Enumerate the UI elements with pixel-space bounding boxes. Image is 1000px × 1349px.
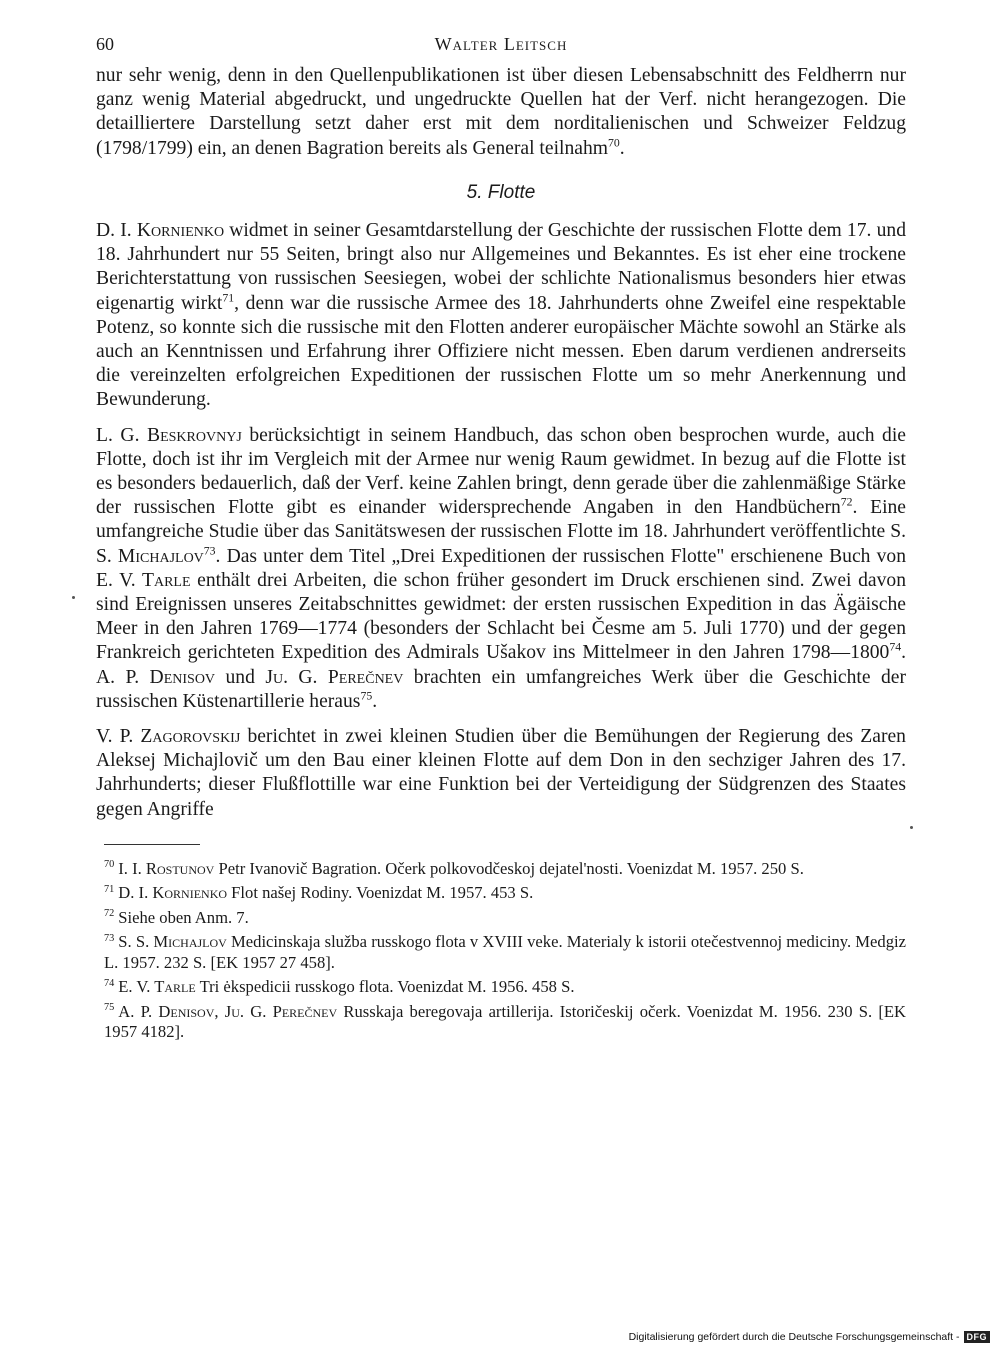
footnote-number: 74 [104, 977, 115, 989]
author-name: Ju. G. Perečnev [265, 666, 404, 688]
footnote-text: Tri ėkspedicii russkogo flota. Voenizdat M. 1956. 458 S. [195, 977, 575, 997]
footnote-author: I. I. Rostunov [118, 858, 215, 878]
paragraph-text: berücksichtigt in seinem Handbuch, das schon oben besprochen wurde, auch die Flotte, doch ist ihr im Vergleich mit der Armee nur wenig Raum gewidmet. In bezug auf die Flotte ist es besonders bedauerlich, daß der Verf. keine Zahlen bringt, denn gerade über die zahlenmäßige Stärke der russischen Flotte gibt es einander widersprechende Angaben in den Handbüchern [96, 424, 906, 519]
footnote-74 [104, 977, 906, 998]
paragraph-text: , denn war die russische Armee des 18. Jahrhunderts ohne Zweifel eine respektable Potenz, so konnte sich die russische mit den Flotten anderer europäischer Mächte sowohl an Stärke als auch an Kenntnissen und Erfahrung ihrer Offiziere nicht messen. Eben darum verdienen andrerseits die vereinzelten erfolgreichen Expeditionen der russischen Flotte um so mehr Anerkennung und Bewunderung. [96, 292, 906, 411]
author-name: S. S. Michajlov [96, 521, 906, 567]
author-name: E. V. Tarle [96, 569, 191, 591]
footnotes [96, 859, 906, 1043]
main-text [96, 64, 906, 822]
paragraph-zagorovskij [96, 725, 906, 822]
footnote-ref-72[interactable]: 72 [840, 495, 853, 509]
footnote-text: Siehe oben Anm. 7. [118, 907, 249, 927]
footnote-ref-75[interactable]: 75 [360, 689, 373, 703]
footnote-70 [104, 859, 906, 880]
paragraph-text: . Eine umfangreiche Studie über das Sanitätswesen der russischen Flotte im 18. Jahrhundert veröffentlichte [96, 497, 907, 543]
footnote-73 [104, 932, 906, 973]
footnote-text: Petr Ivanovič Bagration. Očerk polkovodčeskoj dejatel'nosti. Voenizdat M. 1957. 250 S. [214, 858, 804, 878]
footnote-divider [104, 844, 200, 845]
intro-text: nur sehr wenig, denn in den Quellenpublikationen ist über diesen Lebensabschnitt des Feldherrn nur ganz wenig Material abgedruckt, und ungedruckte Quellen hat der Verf. nicht herangezogen. Die detailliertere Darstellung setzt daher erst mit dem norditalienischen und Schweizer Feldzug (1798/1799) ein, an denen Bagration bereits als General teilnahm [96, 65, 906, 159]
paragraph-text: . [372, 690, 378, 712]
footnote-71 [104, 883, 906, 904]
footnote-number: 72 [104, 908, 115, 920]
section-title: 5. Flotte [466, 181, 536, 203]
author-name: D. I. Kornienko [96, 220, 225, 242]
paragraph-text: enthält drei Arbeiten, die schon früher gesondert im Druck erschienen sind. Zwei davon sind Ereignissen unseres Zeitabschnittes gewidmet: der ersten russischen Expedition in das Ägäische Meer in den Jahren 1769—1774 (besonders der Schlacht bei Česme am 5. Juli 1770) und der gegen Frankreich gerichteten Expedition des Admirals Ušakov ins Mittelmeer in den Jahren 1798—1800 [96, 569, 907, 664]
paragraph-text: und [215, 666, 266, 688]
footnote-number: 71 [104, 883, 115, 895]
intro-end: . [619, 137, 625, 159]
footnote-author: E. V. Tarle [118, 977, 196, 997]
scan-speck [910, 826, 913, 829]
footnote-ref-74[interactable]: 74 [889, 640, 902, 654]
paragraph-text: brachten ein umfangreiches Werk über die Geschichte der russischen Küstenartillerie heraus [96, 666, 907, 712]
footnote-number: 75 [104, 1002, 115, 1014]
footnote-number: 73 [104, 932, 115, 944]
running-head: Walter Leitsch [434, 34, 568, 54]
footnote-ref-71[interactable]: 71 [222, 291, 235, 305]
paragraph-text: . [901, 642, 906, 664]
page-number: 60 [96, 34, 114, 54]
footnote-number: 70 [104, 859, 115, 871]
footnote-text: Russkaja beregovaja artillerija. Istoričeskij očerk. Voenizdat M. 1956. 230 S. [EK 1957 4182]. [104, 1001, 906, 1042]
book-page [96, 30, 906, 1047]
footnote-author: A. P. Denisov, Ju. G. Perečnev [118, 1001, 338, 1021]
paragraph-beskrovnyj [96, 424, 906, 714]
paragraph-text: widmet in seiner Gesamtdarstellung der Geschichte der russischen Flotte dem 17. und 18. Jahrhundert nur 55 Seiten, bringt also nur Allgemeines und Bekanntes. Es ist eher eine trockene Berichterstattung von russischen Seesiegen, wobei der schlichte Nationalismus besonders hier etwas eigenartig wirkt [96, 220, 906, 314]
digitization-credit [629, 1331, 990, 1343]
credit-text: Digitalisierung gefördert durch die Deutsche Forschungsgemeinschaft - [628, 1331, 960, 1343]
author-name: A. P. Denisov [96, 666, 216, 688]
footnote-author: D. I. Kornienko [118, 883, 228, 903]
footnote-ref-70[interactable]: 70 [608, 136, 620, 150]
footnote-author: S. S. Michajlov [118, 932, 227, 952]
footnote-text: Medicinskaja služba russkogo flota v XVIII veke. Materialy k istorii otečestvennoj mediciny. Medgiz L. 1957. 232 S. [EK 1957 27 458]. [104, 932, 906, 972]
footnote-ref-73[interactable]: 73 [203, 544, 216, 558]
footnote-72 [104, 908, 906, 929]
paragraph-text: . Das unter dem Titel „Drei Expeditionen der russischen Flotte" erschienene Buch von [215, 545, 906, 567]
footnote-75 [104, 1002, 906, 1043]
footnote-text: Flot našej Rodiny. Voenizdat M. 1957. 453 S. [227, 883, 534, 903]
paragraph-kornienko [96, 219, 906, 413]
paragraph-text: berichtet in zwei kleinen Studien über die Bemühungen der Regierung des Zaren Aleksej Michajlovič um den Bau einer kleinen Flotte auf dem Don in den sechziger Jahren des 17. Jahrhunderts; dieser Flußflottille war eine Funktion bei der Verteidigung der Südgrenzen des Staates gegen Angriffe [96, 726, 906, 820]
intro-paragraph [96, 64, 906, 161]
scan-speck [72, 596, 75, 599]
page-header [96, 30, 906, 64]
author-name: V. P. Zagorovskij [96, 726, 241, 748]
author-name: L. G. Beskrovnyj [96, 424, 242, 446]
dfg-logo-icon: DFG [964, 1331, 991, 1343]
